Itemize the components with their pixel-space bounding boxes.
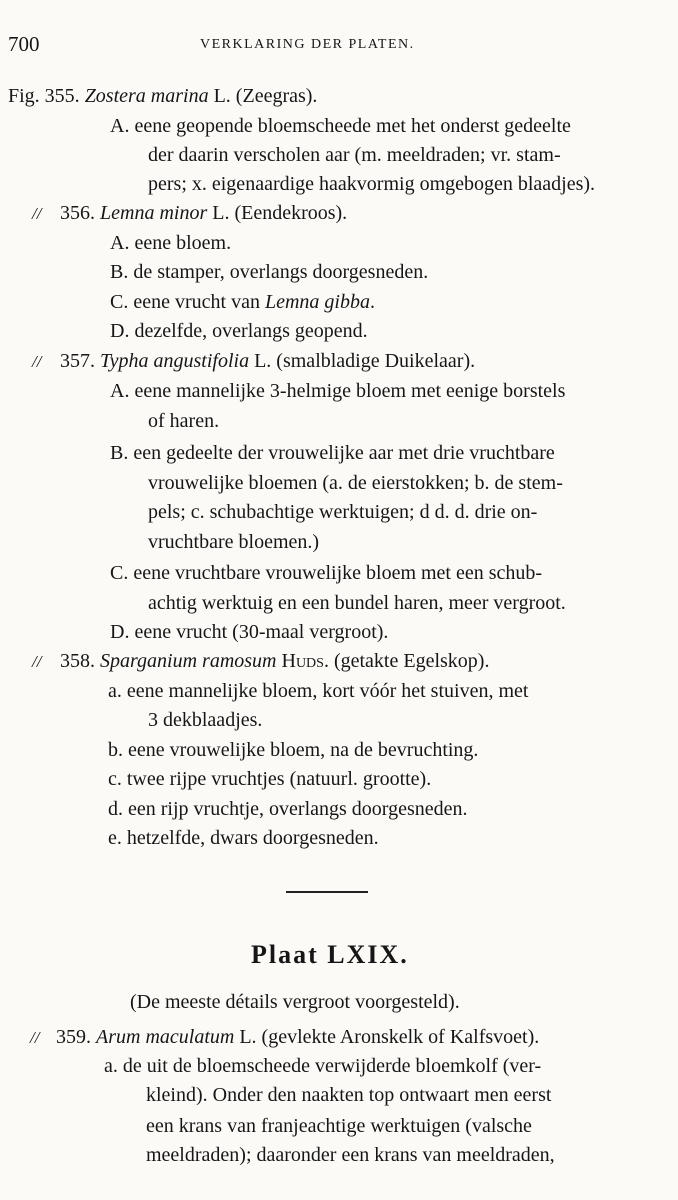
fig-359-number: 359. — [56, 1026, 91, 1048]
fig-355-heading — [8, 84, 317, 108]
ditto-mark: // — [32, 352, 42, 371]
fig-356-heading — [60, 201, 347, 225]
fig-357-common: L. (smalbladige Duikelaar). — [249, 350, 476, 372]
fig-357-d: D. eene vrucht (30-maal vergroot). — [110, 621, 389, 643]
fig-358-a-line1: a. eene mannelijke bloem, kort vóór het stuiven, met — [108, 680, 529, 702]
fig-357-a-line1: A. eene mannelijke 3-helmige bloem met eenige borstels — [110, 380, 566, 402]
fig-358-b: b. eene vrouwelijke bloem, na de bevruchting. — [108, 739, 479, 761]
fig-357-b-line2: vrouwelijke bloemen (a. de eierstokken; b. de stem- — [148, 472, 563, 494]
fig-359-species: Arum maculatum — [96, 1026, 235, 1048]
plate-subtitle: (De meeste détails vergroot voorgesteld). — [130, 991, 460, 1013]
section-divider — [286, 891, 368, 893]
ditto-mark: // — [30, 1028, 40, 1047]
fig-355-a-line2: der daarin verscholen aar (m. meeldraden; vr. stam- — [148, 144, 561, 166]
fig-358-species: Sparganium ramosum — [100, 650, 277, 672]
fig-355-species: Zostera marina — [84, 85, 209, 107]
fig-357-number: 357. — [60, 350, 95, 372]
fig-359-heading — [56, 1025, 539, 1049]
fig-356-a: A. eene bloem. — [110, 232, 232, 254]
fig-356-common: L. (Eendekroos). — [207, 202, 348, 224]
fig-358-d: d. een rijp vruchtje, overlangs doorgesneden. — [108, 798, 468, 820]
fig-357-c-line1: C. eene vruchtbare vrouwelijke bloem met een schub- — [110, 562, 543, 584]
fig-358-author: Huds. — [281, 650, 329, 672]
plate-title: Plaat LXIX. — [251, 940, 409, 969]
fig-358-heading — [60, 649, 489, 673]
fig-355-a-line1: A. eene geopende bloemscheede met het onderst gedeelte — [110, 115, 571, 137]
fig-358-number: 358. — [60, 650, 95, 672]
fig-357-b-line4: vruchtbare bloemen.) — [148, 531, 320, 553]
fig-359-a-line4: meeldraden); daaronder een krans van meeldraden, — [146, 1144, 555, 1166]
ditto-mark: // — [32, 204, 42, 223]
fig-356-b: B. de stamper, overlangs doorgesneden. — [110, 261, 429, 283]
fig-355-label: Fig. 355. — [8, 85, 80, 107]
fig-356-c-species: Lemna gibba — [264, 291, 370, 313]
fig-359-common: L. (gevlekte Aronskelk of Kalfsvoet). — [234, 1026, 540, 1048]
fig-356-d: D. dezelfde, overlangs geopend. — [110, 320, 368, 342]
fig-355-common: L. (Zeegras). — [208, 85, 318, 107]
fig-357-species: Typha angustifolia — [100, 350, 250, 372]
fig-357-c-line2: achtig werktuig en een bundel haren, meer vergroot. — [148, 592, 566, 614]
fig-358-a-line2: 3 dekblaadjes. — [148, 709, 263, 731]
fig-355-a-line3: pers; x. eigenaardige haakvormig omgebogen blaadjes). — [148, 173, 596, 195]
page-number: 700 — [8, 32, 40, 56]
fig-356-c-end: . — [369, 291, 375, 313]
fig-359-a-line3: een krans van franjeachtige werktuigen (valsche — [146, 1115, 532, 1137]
fig-356-c — [110, 290, 375, 314]
fig-358-c: c. twee rijpe vruchtjes (natuurl. grootte). — [108, 768, 432, 790]
ditto-mark: // — [32, 652, 42, 671]
fig-356-species: Lemna minor — [100, 202, 208, 224]
fig-356-number: 356. — [60, 202, 95, 224]
fig-357-a-line2: of haren. — [148, 410, 220, 432]
fig-358-common: (getakte Egelskop). — [328, 650, 490, 672]
fig-356-c-text: C. eene vrucht van — [110, 291, 265, 313]
fig-357-heading — [60, 349, 475, 373]
fig-359-a-line1: a. de uit de bloemscheede verwijderde bloemkolf (ver- — [104, 1055, 542, 1077]
fig-357-b-line3: pels; c. schubachtige werktuigen; d d. d. drie on- — [148, 501, 538, 523]
fig-358-e: e. hetzelfde, dwars doorgesneden. — [108, 827, 379, 849]
page-header — [0, 32, 678, 58]
running-title: VERKLARING DER PLATEN. — [200, 37, 415, 52]
fig-359-a-line2: kleind). Onder den naakten top ontwaart men eerst — [146, 1084, 552, 1106]
fig-357-b-line1: B. een gedeelte der vrouwelijke aar met drie vruchtbare — [110, 442, 555, 464]
